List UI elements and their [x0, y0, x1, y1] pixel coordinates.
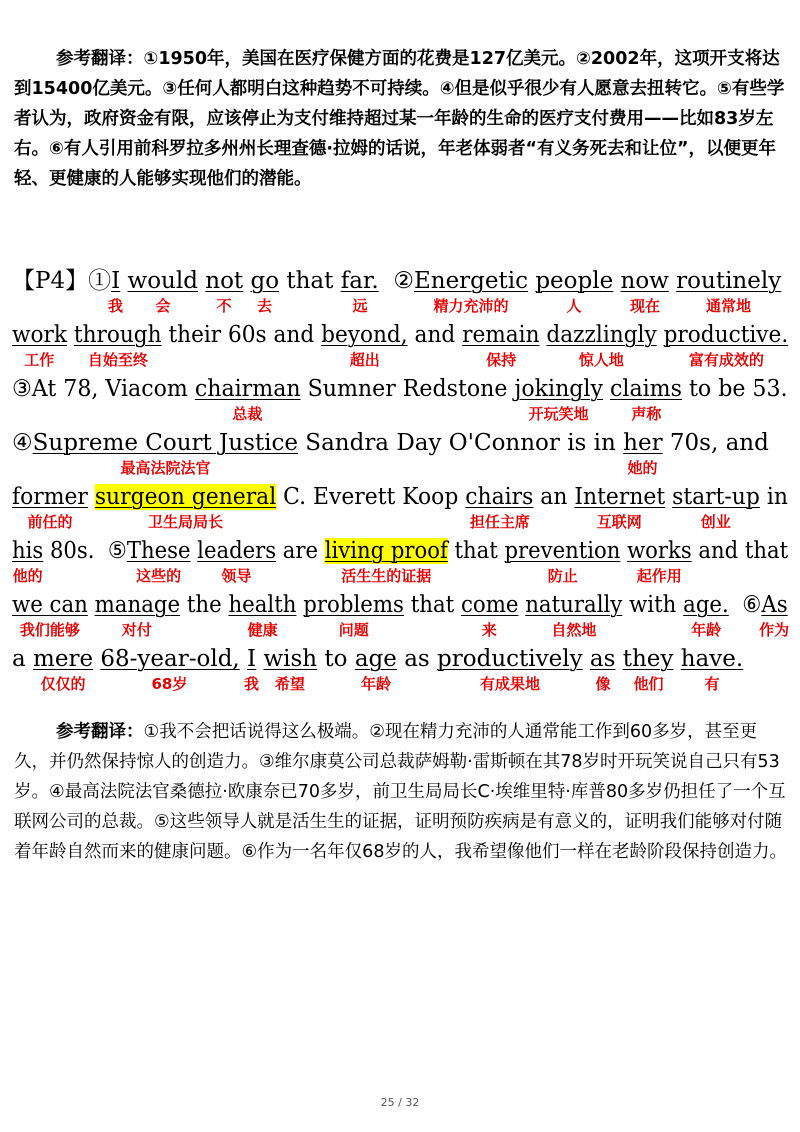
passage-line — [12, 644, 743, 674]
vocab-word: naturally — [525, 592, 623, 618]
vocab-word: they — [622, 646, 674, 672]
passage-line — [12, 266, 781, 296]
passage-text: that — [279, 268, 341, 294]
chinese-gloss: 年龄 — [361, 675, 392, 693]
chinese-gloss: 声称 — [631, 405, 662, 423]
vocab-word: remain — [462, 322, 540, 348]
passage-text: and — [407, 322, 463, 348]
passage-line — [12, 374, 788, 404]
vocab-word: former — [12, 484, 88, 510]
passage-text: as — [396, 646, 438, 672]
vocab-word: 68-year-old, — [100, 646, 240, 672]
chinese-gloss: 富有成效的 — [688, 351, 764, 369]
translation-label: 参考翻译： — [56, 722, 144, 742]
chinese-gloss: 创业 — [700, 513, 731, 531]
vocab-word: his — [12, 538, 44, 564]
passage-text: and that — [691, 538, 789, 564]
vocab-word: Supreme Court Justice — [32, 430, 298, 456]
vocab-word: as — [589, 646, 616, 672]
vocab-word: surgeon general — [94, 484, 277, 510]
passage-text — [67, 322, 74, 348]
passage-text: ④ — [12, 430, 33, 456]
passage-text: with — [622, 592, 684, 618]
passage-text — [296, 592, 303, 618]
chinese-gloss: 最高法院法官 — [120, 459, 211, 477]
vocab-word: have. — [680, 646, 744, 672]
passage-text — [613, 268, 620, 294]
chinese-gloss: 起作用 — [636, 567, 682, 585]
reference-translation-1 — [14, 44, 788, 194]
chinese-gloss: 自然地 — [551, 621, 597, 639]
passage-text — [657, 322, 664, 348]
vocab-word: living proof — [324, 538, 448, 564]
vocab-word: manage — [94, 592, 181, 618]
vocab-word: works — [627, 538, 692, 564]
vocab-word: I — [111, 268, 121, 294]
vocab-word: I — [247, 646, 257, 672]
chinese-gloss: 对付 — [121, 621, 152, 639]
vocab-word: prevention — [504, 538, 621, 564]
chinese-gloss: 仅仅的 — [40, 675, 86, 693]
chinese-gloss: 超出 — [349, 351, 380, 369]
chinese-gloss: 来 — [481, 621, 497, 639]
chinese-gloss: 去 — [257, 297, 273, 315]
vocab-word: dazzlingly — [546, 322, 657, 348]
passage-line — [12, 320, 788, 350]
chinese-gloss: 精力充沛的 — [433, 297, 509, 315]
vocab-word: routinely — [676, 268, 782, 294]
vocab-word: not — [205, 268, 244, 294]
chinese-gloss: 前任的 — [27, 513, 73, 531]
chinese-gloss: 我 — [244, 675, 260, 693]
passage-text: Sumner Redstone — [300, 376, 515, 402]
reference-translation-2 — [14, 717, 788, 867]
passage-text — [240, 646, 247, 672]
vocab-word: age. — [683, 592, 729, 618]
passage-text: their 60s and — [161, 322, 322, 348]
vocab-word: would — [127, 268, 198, 294]
vocab-word: chairs — [465, 484, 534, 510]
vocab-word: productively — [437, 646, 583, 672]
passage-text: the — [180, 592, 229, 618]
chinese-gloss: 担任主席 — [469, 513, 530, 531]
vocab-word: Energetic — [413, 268, 528, 294]
passage-text: 70s, and — [662, 430, 769, 456]
passage-text: in — [759, 484, 788, 510]
chinese-gloss: 卫生局局长 — [148, 513, 224, 531]
chinese-gloss: 像 — [595, 675, 611, 693]
chinese-gloss: 远 — [352, 297, 368, 315]
chinese-gloss: 总裁 — [232, 405, 263, 423]
passage-text — [583, 646, 590, 672]
vocab-word: her — [623, 430, 663, 456]
passage-text: ② — [378, 268, 414, 294]
chinese-gloss: 会 — [155, 297, 171, 315]
translation-text: ①1950年，美国在医疗保健方面的花费是127亿美元。②2002年，这项开支将达到15400亿美元。③任何人都明白这种趋势不可持续。④但是似乎很少有人愿意去扭转它。⑤有些学者认为，政府资金有限，应该停止为支付维持超过某一年龄的生命的医疗支付费用——比如83岁左右。⑥有人引用前科罗拉多州州长理查德·拉姆的话说，年老体弱者“有义务死去和让位”，以便更年轻、更健康的人能够实现他们的潜能。 — [14, 49, 785, 189]
vocab-word: come — [460, 592, 519, 618]
chinese-gloss: 领导 — [221, 567, 252, 585]
page-number: 25 / 32 — [380, 1096, 420, 1109]
vocab-word: we can — [12, 592, 88, 618]
vocab-word: people — [535, 268, 614, 294]
vocab-word: now — [620, 268, 669, 294]
chinese-gloss: 互联网 — [596, 513, 642, 531]
chinese-gloss: 惊人地 — [578, 351, 624, 369]
vocab-word: claims — [610, 376, 682, 402]
chinese-gloss: 保持 — [486, 351, 517, 369]
chinese-gloss: 希望 — [275, 675, 306, 693]
chinese-gloss: 不 — [216, 297, 232, 315]
passage-text: ① — [88, 268, 112, 294]
vocab-word: leaders — [197, 538, 277, 564]
chinese-gloss: 他们 — [633, 675, 664, 693]
vocab-word: jokingly — [514, 376, 603, 402]
chinese-gloss: 我 — [108, 297, 124, 315]
passage-line — [12, 590, 788, 620]
vocab-word: wish — [263, 646, 318, 672]
vocab-word: These — [126, 538, 191, 564]
passage-line — [12, 536, 788, 566]
passage-text: a — [12, 646, 26, 672]
passage-text: ⑥ — [728, 592, 762, 618]
passage-line — [12, 482, 788, 512]
passage-text: to — [317, 646, 355, 672]
passage-text: an — [533, 484, 575, 510]
translation-label: 参考翻译： — [56, 49, 144, 69]
chinese-gloss: 这些的 — [136, 567, 182, 585]
passage-text: are — [276, 538, 325, 564]
vocab-word: mere — [33, 646, 94, 672]
vocab-word: chairman — [194, 376, 301, 402]
chinese-gloss: 有成果地 — [480, 675, 541, 693]
passage-text — [518, 592, 525, 618]
chinese-gloss: 现在 — [630, 297, 661, 315]
chinese-gloss: 她的 — [627, 459, 658, 477]
chinese-gloss: 作为 — [759, 621, 790, 639]
passage-text: Sandra Day O'Connor is in — [298, 430, 624, 456]
vocab-word: health — [228, 592, 297, 618]
passage-text — [673, 646, 680, 672]
chinese-gloss: 人 — [566, 297, 582, 315]
chinese-gloss: 通常地 — [706, 297, 752, 315]
translation-text: ①我不会把话说得这么极端。②现在精力充沛的人通常能工作到60多岁，甚至更久，并仍然保持惊人的创造力。③维尔康莫公司总裁萨姆勒·雷斯顿在其78岁时开玩笑说自己只有53岁。④最高法院法官桑德拉·欧康奈已70多岁，前卫生局局长C·埃维里特·库普80多岁仍担任了一个互联网公司的总裁。⑤这些领导人就是活生生的证据，证明预防疾病是有意义的，证明我们能够对付随着年龄自然而来的健康问题。⑥作为一名年仅68岁的人，我希望像他们一样在老龄阶段保持创造力。 — [14, 722, 787, 862]
chinese-gloss: 活生生的证据 — [341, 567, 432, 585]
vocab-word: go — [250, 268, 280, 294]
chinese-gloss: 他的 — [12, 567, 43, 585]
passage-text — [615, 646, 622, 672]
passage-text: that — [403, 592, 461, 618]
chinese-gloss: 自始至终 — [87, 351, 148, 369]
passage-text: ③At 78, Viacom — [12, 376, 195, 402]
vocab-word: age — [354, 646, 397, 672]
chinese-gloss: 健康 — [247, 621, 278, 639]
passage-text — [620, 538, 627, 564]
vocab-word: Internet — [574, 484, 666, 510]
chinese-gloss: 工作 — [24, 351, 55, 369]
passage-text: to be 53. — [681, 376, 788, 402]
vocab-word: work — [12, 322, 67, 348]
chinese-gloss: 防止 — [547, 567, 578, 585]
passage-text — [120, 268, 127, 294]
vocab-word: through — [73, 322, 162, 348]
chinese-gloss: 我们能够 — [19, 621, 80, 639]
passage-text — [26, 646, 33, 672]
passage-text: C. Everett Koop — [276, 484, 466, 510]
vocab-word: problems — [303, 592, 404, 618]
chinese-gloss: 年龄 — [691, 621, 722, 639]
vocab-word: beyond, — [321, 322, 408, 348]
vocab-word: As — [761, 592, 788, 618]
chinese-gloss: 有 — [704, 675, 720, 693]
vocab-word: productive. — [663, 322, 789, 348]
passage-line — [12, 428, 769, 458]
vocab-word: far. — [340, 268, 379, 294]
chinese-gloss: 问题 — [338, 621, 369, 639]
passage-text: that — [447, 538, 505, 564]
chinese-gloss: 开玩笑地 — [528, 405, 589, 423]
passage-text — [603, 376, 610, 402]
vocab-word: start-up — [672, 484, 760, 510]
passage-text: 80s. ⑤ — [43, 538, 127, 564]
passage-text: 【P4】 — [12, 268, 89, 294]
chinese-gloss: 68岁 — [151, 675, 188, 693]
